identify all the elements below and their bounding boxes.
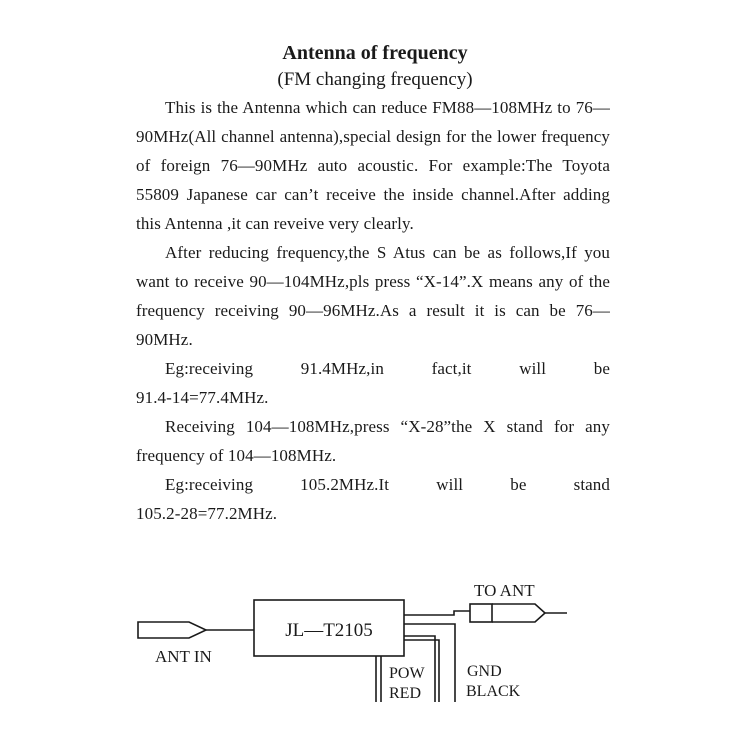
black-label: BLACK <box>466 683 521 700</box>
document-body <box>136 93 610 528</box>
document-subtitle: (FM changing frequency) <box>277 69 473 90</box>
ant-in-label: ANT IN <box>155 647 212 666</box>
wiring-diagram <box>0 570 750 750</box>
paragraph-example-2: Eg:receiving 105.2MHz.It will be stand <box>165 475 610 494</box>
paragraph-receiving: Receiving 104—108MHz,press “X-28”the X stand for any frequency of 104—108MHz. <box>136 417 610 465</box>
gnd-label: GND <box>467 663 502 680</box>
ant-in-plug <box>138 622 206 638</box>
pow-label: POW <box>389 665 425 682</box>
paragraph-instructions: After reducing frequency,the S Atus can be as follows,If you want to receive 90—104MHz,pls press “X-14”.X means any of the frequency receiving 90—96MHz.As a result it is can be 76—90MHz. <box>136 243 610 349</box>
red-label: RED <box>389 685 421 702</box>
module-label: JL—T2105 <box>285 620 373 641</box>
paragraph-intro: This is the Antenna which can reduce FM88—108MHz to 76—90MHz(All channel antenna),special design for the lower frequency of foreign 76—90MHz auto acoustic. For example:The Toyota 55809 Japanese car can’t receive the inside channel.After adding this Antenna ,it can reveive very clearly. <box>136 98 610 233</box>
to-ant-connector-body <box>470 604 492 622</box>
paragraph-example-1: Eg:receiving 91.4MHz,in fact,it will be <box>165 359 610 378</box>
paragraph-example-1-result: 91.4-14=77.4MHz. <box>136 388 269 407</box>
to-ant-connector-tip <box>492 604 545 622</box>
paragraph-example-2-result: 105.2-28=77.2MHz. <box>136 504 278 523</box>
to-ant-label: TO ANT <box>474 581 535 600</box>
to-ant-wire <box>404 611 470 615</box>
document-title: Antenna of frequency <box>282 42 468 64</box>
